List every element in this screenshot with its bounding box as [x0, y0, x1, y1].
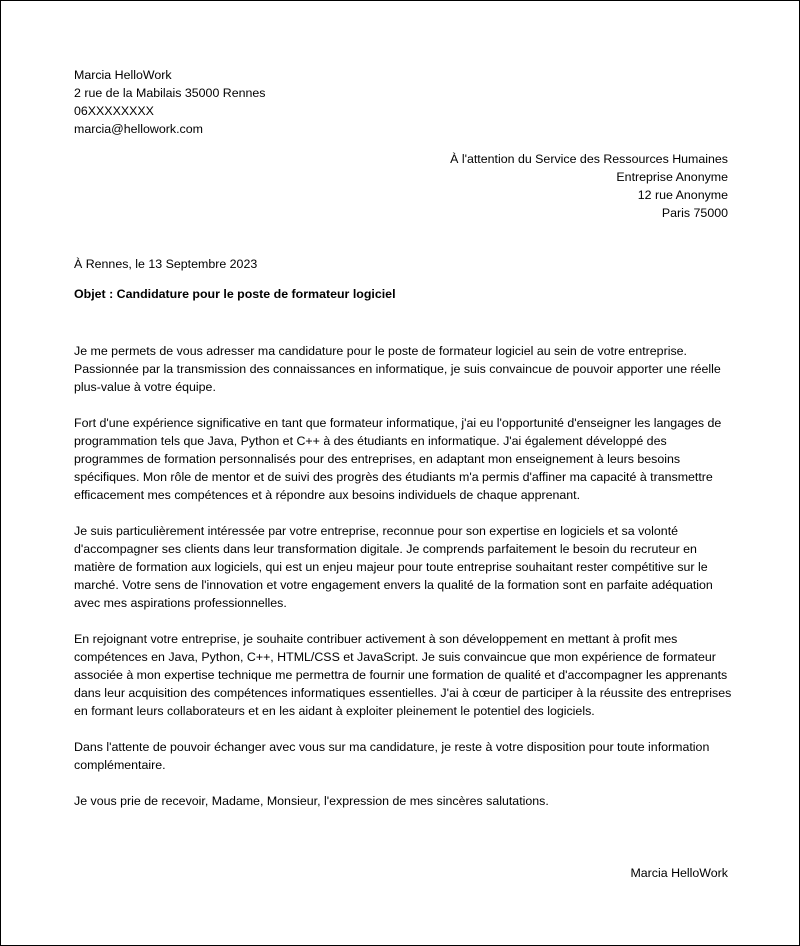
- sender-email: marcia@hellowork.com: [74, 122, 203, 136]
- date-line: À Rennes, le 13 Septembre 2023: [74, 257, 258, 271]
- recipient-city: Paris 75000: [661, 206, 728, 220]
- signature: Marcia HelloWork: [630, 866, 728, 880]
- sender-address: 2 rue de la Mabilais 35000 Rennes: [74, 86, 266, 100]
- body-paragraph-contribution: En rejoignant votre entreprise, je souhaite contribuer activement à son développement en mettant à profit mes compétences en Java, Python, C++, HTML/CSS et JavaScript. Je suis convaincue que mon expérience de formateur associée à mon expertise technique me permettra de fournir une formation de qualité et d'accompagner les apprenants dans leur acquisition des compétences informatiques essentielles. J'ai à cœur de participer à la réussite des entreprises en formant leurs collaborateurs et en les aidant à exploiter pleinement le potentiel des logiciels.: [74, 632, 732, 718]
- sender-phone: 06XXXXXXXX: [74, 104, 154, 118]
- subject-line: Objet : Candidature pour le poste de formateur logiciel: [74, 287, 396, 301]
- recipient-block: [308, 150, 728, 222]
- recipient-attention: À l'attention du Service des Ressources Humaines: [450, 152, 728, 166]
- body-paragraph-availability: Dans l'attente de pouvoir échanger avec vous sur ma candidature, je reste à votre disposition pour toute information complémentaire.: [74, 740, 710, 772]
- letter-body: [74, 342, 736, 828]
- sender-name: Marcia HelloWork: [74, 68, 172, 82]
- body-paragraph-experience: Fort d'une expérience significative en tant que formateur informatique, j'ai eu l'opportunité d'enseigner les langages de programmation tels que Java, Python et C++ à des étudiants en informatique. J'ai également développé des programmes de formation personnalisés pour des entreprises, en adaptant mon enseignement à leurs besoins spécifiques. Mon rôle de mentor et de suivi des progrès des étudiants m'a permis d'affiner ma capacité à transmettre efficacement mes compétences et à répondre aux besoins individuels de chaque apprenant.: [74, 416, 722, 502]
- body-paragraph-company: Je suis particulièrement intéressée par votre entreprise, reconnue pour son expertise en logiciels et sa volonté d'accompagner ses clients dans leur transformation digitale. Je comprends parfaitement le besoin du recruteur en matière de formation aux logiciels, qui est un enjeu majeur pour toute entreprise souhaitant rester compétitive sur le marché. Votre sens de l'innovation et votre engagement envers la qualité de la formation sont en parfaite adéquation avec mes aspirations professionnelles.: [74, 524, 713, 610]
- recipient-street: 12 rue Anonyme: [637, 188, 728, 202]
- body-paragraph-closing: Je vous prie de recevoir, Madame, Monsieur, l'expression de mes sincères salutations.: [74, 794, 549, 808]
- recipient-company: Entreprise Anonyme: [616, 170, 728, 184]
- sender-block: [74, 66, 494, 138]
- body-paragraph-intro: Je me permets de vous adresser ma candidature pour le poste de formateur logiciel au sein de votre entreprise. Passionnée par la transmission des connaissances en informatique, je suis convaincue de pouvoir apporter une réelle plus-value à votre équipe.: [74, 344, 721, 394]
